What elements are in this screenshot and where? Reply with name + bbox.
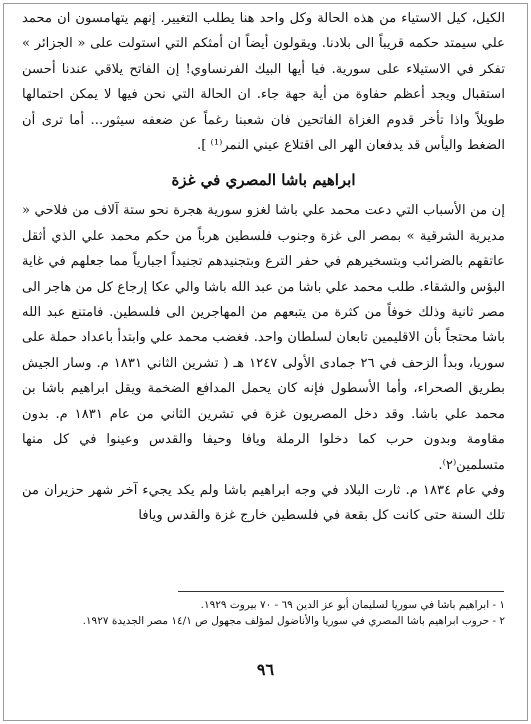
footnote-separator <box>178 591 504 592</box>
page-number: ٩٦ <box>256 660 275 679</box>
paragraph-quote-ending: الكيل، كيل الاستياء من هذه الحالة وكل واحد هنا يطلب التغيير. إنهم يتهامسون ان محمد علي سيمتد حكمه قريباً الى بلادنا. ويقولون أيضاً ان أمثكم التي استولت على « الجزائر » تفكر في الاستيلاء على سورية. فيا أيها البيك الفرنساوي! إن الفاتح يلاقي عندنا أحسن استقبال ويجد أعظم حفاوة من أية جهة جاء. ان الحالة التي نحن فيها لا يمكن احتمالها طويلاً واذا تأخر قدوم الغزاة الفاتحين فان شعبنا رغماً عن ضعفه سيثور... أما ترى أن الضغط واليأس قد يدفعان الهر الى اقتلاع عيني النمر⁽¹⁾ ]. <box>22 11 505 154</box>
paragraph-revolt-1834: وفي عام ١٨٣٤ م. ثارت البلاد في وجه ابراهيم باشا ولم يكد يجيء آخر شهر حزيران من تلك السنة حتى كانت كل بقعة في فلسطين خارج غزة والقدس ويافا <box>22 482 505 524</box>
paragraph-causes-of-invasion: إن من الأسباب التي دعت محمد علي باشا لغزو سورية هجرة نحو ستة آلاف من فلاحي « مديرية الشرقية » بمصر الى غزة وجنوب فلسطين هرباً من حكم محمد علي الذي أثقل عاتقهم بالضرائب وبتسخيرهم في حفر الترع وبتجنيدهم تجنيداً اجبارياً مما جعلهم في غاية البؤس والشقاء. طلب محمد علي باشا من عبد الله باشا والي عكا إرجاع كل من هاجر الى مصر ثانية وذلك خوفاً من كثرة من يتبعهم من المهاجرين الى فلسطين. فامتنع عبد الله باشا محتجاً بأن الاقليمين تابعان لسلطان واحد. فغضب محمد علي وابتدأ باعداد حملة على سوريا، وبدأ الزحف في ٢٦ جمادى الأولى ١٢٤٧ هـ ( تشرين الثاني ١٨٣١ م. وسار الجيش بطريق الصحراء، وأما الأسطول فإنه كان يحمل المدافع الضخمة ويقل ابراهيم باشا بن محمد علي باشا. وقد دخل المصريون غزة في تشرين الثاني من عام ١٨٣١ م. بدون مقاومة وبدون حرب كما دخلوا الرملة ويافا وحيفا والقدس وعينوا في كل منها متسلمين⁽٢⁾. <box>22 203 506 473</box>
footnote-1: ١ - ابراهيم باشا في سوريا لسليمان أبو عز الدين ٦٩ - ٧٠ بيروت ١٩٢٩. <box>200 599 505 611</box>
footnotes <box>22 597 505 629</box>
section-heading: ابراهيم باشا المصري في غزة <box>171 171 356 190</box>
footnote-2: ٢ - حروب ابراهيم باشا المصري في سوريا والأناضول لمؤلف مجهول ص ١٤/١ مصر الجديدة ١٩٢٧. <box>82 615 505 627</box>
body-text <box>22 6 505 529</box>
